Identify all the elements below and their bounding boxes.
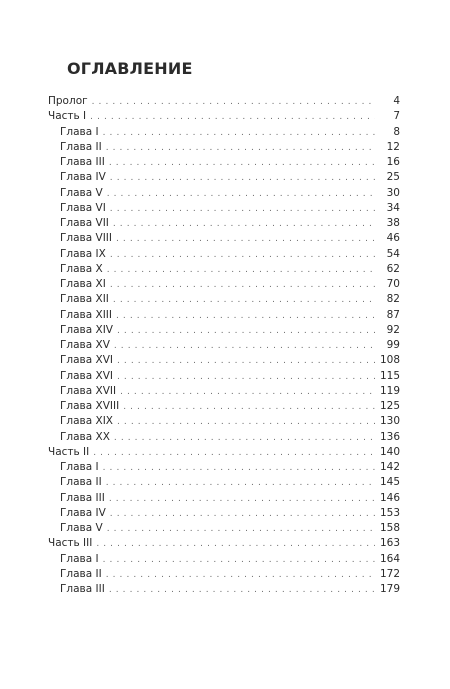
toc-chapter-entry bbox=[48, 582, 400, 597]
toc-dot-leader bbox=[120, 385, 375, 400]
toc-entry-page-number: 164 bbox=[379, 552, 400, 565]
toc-entry-page-number: 140 bbox=[379, 445, 400, 458]
toc-entry-page-number: 62 bbox=[386, 262, 400, 275]
toc-entry-page-number: 46 bbox=[386, 232, 400, 245]
toc-chapter-entry bbox=[48, 247, 400, 262]
toc-entry-page-number: 8 bbox=[393, 125, 400, 138]
toc-chapter-entry bbox=[48, 216, 400, 231]
toc-dot-leader bbox=[110, 202, 375, 217]
toc-entry-page-number: 179 bbox=[379, 583, 400, 595]
toc-chapter-entry bbox=[48, 323, 400, 338]
toc-chapter-entry bbox=[48, 170, 400, 185]
toc-entry-label: Часть III bbox=[48, 537, 93, 550]
toc-entry-page-number: 92 bbox=[386, 323, 400, 336]
toc-part-entry bbox=[48, 536, 400, 551]
toc-entry-label: Часть I bbox=[48, 110, 87, 123]
toc-entry-page-number: 16 bbox=[386, 156, 400, 168]
toc-entry-page-number: 87 bbox=[386, 308, 400, 321]
toc-entry-page-number: 153 bbox=[379, 506, 400, 519]
toc-entry-label: Глава V bbox=[60, 186, 103, 199]
toc-entry-page-number: 136 bbox=[379, 430, 400, 443]
toc-entry-label: Глава II bbox=[60, 476, 102, 489]
toc-entry-label: Глава V bbox=[60, 522, 103, 534]
toc-dot-leader bbox=[117, 415, 375, 430]
toc-chapter-entry bbox=[48, 186, 400, 201]
toc-entry-label: Глава I bbox=[60, 125, 99, 138]
toc-dot-leader bbox=[110, 248, 375, 263]
toc-chapter-entry bbox=[48, 399, 400, 414]
toc-entry-label: Часть II bbox=[48, 445, 90, 458]
toc-dot-leader bbox=[96, 537, 375, 552]
toc-chapter-entry bbox=[48, 369, 400, 384]
toc-chapter-entry bbox=[48, 567, 400, 582]
toc-dot-leader bbox=[114, 431, 375, 446]
toc-chapter-entry bbox=[48, 201, 400, 216]
toc-entry-page-number: 108 bbox=[379, 354, 400, 367]
toc-entry-label: Глава IV bbox=[60, 506, 106, 519]
toc-dot-leader bbox=[103, 461, 375, 476]
toc-entry-page-number: 4 bbox=[393, 95, 400, 107]
toc-chapter-entry bbox=[48, 414, 400, 429]
toc-chapter-entry bbox=[48, 521, 400, 536]
toc-entry-label: Глава XV bbox=[60, 339, 110, 351]
toc-entry-page-number: 125 bbox=[379, 400, 400, 412]
page-title: ОГЛАВЛЕНИЕ bbox=[67, 59, 193, 78]
toc-dot-leader bbox=[107, 522, 375, 537]
toc-chapter-entry bbox=[48, 155, 400, 170]
toc-entry-label: Глава XX bbox=[60, 430, 110, 443]
toc-dot-leader bbox=[113, 293, 375, 308]
toc-entry-label: Глава II bbox=[60, 567, 102, 580]
toc-entry-page-number: 130 bbox=[379, 415, 400, 428]
toc-dot-leader bbox=[113, 217, 375, 232]
toc-entry-page-number: 54 bbox=[386, 247, 400, 260]
toc-dot-leader bbox=[117, 324, 375, 339]
toc-chapter-entry bbox=[48, 552, 400, 567]
toc-entry-label: Глава XIX bbox=[60, 415, 113, 428]
toc-entry-page-number: 99 bbox=[386, 339, 400, 351]
toc-entry-page-number: 119 bbox=[379, 384, 400, 397]
toc-entry-label: Глава VIII bbox=[60, 232, 112, 245]
toc-entry-page-number: 25 bbox=[386, 171, 400, 184]
toc-chapter-entry bbox=[48, 430, 400, 445]
toc-entry-label: Глава IX bbox=[60, 247, 106, 260]
toc-entry-page-number: 158 bbox=[379, 522, 400, 534]
toc-entry-label: Глава III bbox=[60, 156, 105, 168]
toc-entry-label: Глава IV bbox=[60, 171, 106, 184]
toc-entry-label: Глава VI bbox=[60, 201, 106, 214]
toc-chapter-entry bbox=[48, 140, 400, 155]
toc-entry-page-number: 142 bbox=[379, 461, 400, 473]
toc-entry-label: Глава XI bbox=[60, 278, 106, 290]
toc-chapter-entry bbox=[48, 292, 400, 307]
toc-entry-label: Глава XIV bbox=[60, 323, 113, 336]
toc-entry-page-number: 30 bbox=[386, 186, 400, 199]
toc-dot-leader bbox=[106, 476, 375, 491]
toc-entry-label: Пролог bbox=[48, 95, 88, 107]
toc-chapter-entry bbox=[48, 262, 400, 277]
toc-entry-label: Глава III bbox=[60, 491, 105, 504]
toc-dot-leader bbox=[92, 95, 375, 110]
toc-dot-leader bbox=[93, 446, 375, 461]
toc-chapter-entry bbox=[48, 353, 400, 368]
toc-entry-label: Глава X bbox=[60, 262, 103, 275]
toc-entry-label: Глава XVII bbox=[60, 384, 117, 397]
toc-entry-page-number: 145 bbox=[379, 476, 400, 489]
toc-entry-page-number: 82 bbox=[386, 293, 400, 306]
toc-dot-leader bbox=[114, 339, 375, 354]
toc-dot-leader bbox=[117, 354, 375, 369]
toc-dot-leader bbox=[110, 507, 375, 522]
toc-chapter-entry bbox=[48, 506, 400, 521]
toc-dot-leader bbox=[109, 156, 375, 171]
toc-entry-label: Глава I bbox=[60, 461, 99, 473]
toc-chapter-entry bbox=[48, 460, 400, 475]
table-of-contents bbox=[48, 94, 400, 597]
toc-entry-label: Глава I bbox=[60, 552, 99, 565]
toc-chapter-entry bbox=[48, 475, 400, 490]
toc-entry-page-number: 163 bbox=[379, 537, 400, 550]
toc-dot-leader bbox=[110, 171, 375, 186]
toc-chapter-entry bbox=[48, 125, 400, 140]
toc-chapter-entry bbox=[48, 338, 400, 353]
toc-dot-leader bbox=[110, 278, 375, 293]
toc-entry-label: Глава II bbox=[60, 140, 102, 153]
toc-entry-page-number: 38 bbox=[386, 217, 400, 229]
toc-chapter-entry bbox=[48, 277, 400, 292]
toc-dot-leader bbox=[106, 568, 375, 583]
toc-dot-leader bbox=[116, 232, 375, 247]
toc-entry-label: Глава XIII bbox=[60, 308, 112, 321]
toc-part-entry bbox=[48, 445, 400, 460]
toc-entry-label: Глава VII bbox=[60, 217, 109, 229]
toc-dot-leader bbox=[106, 141, 375, 156]
toc-chapter-entry bbox=[48, 308, 400, 323]
toc-dot-leader bbox=[103, 126, 375, 141]
toc-entry-page-number: 34 bbox=[386, 201, 400, 214]
toc-entry-page-number: 7 bbox=[393, 110, 400, 123]
toc-entry-label: Глава XVI bbox=[60, 354, 113, 367]
toc-entry-page-number: 12 bbox=[386, 140, 400, 153]
toc-entry-label: Глава XII bbox=[60, 293, 109, 306]
toc-dot-leader bbox=[90, 110, 375, 125]
toc-part-entry bbox=[48, 109, 400, 124]
toc-entry-page-number: 172 bbox=[379, 567, 400, 580]
toc-dot-leader bbox=[103, 553, 375, 568]
toc-entry-label: Глава III bbox=[60, 583, 105, 595]
toc-chapter-entry bbox=[48, 231, 400, 246]
toc-dot-leader bbox=[107, 187, 375, 202]
toc-dot-leader bbox=[116, 309, 375, 324]
toc-dot-leader bbox=[109, 583, 375, 598]
toc-part-entry bbox=[48, 94, 400, 109]
toc-chapter-entry bbox=[48, 491, 400, 506]
toc-entry-page-number: 115 bbox=[379, 369, 400, 382]
toc-dot-leader bbox=[123, 400, 375, 415]
toc-dot-leader bbox=[117, 370, 375, 385]
toc-entry-page-number: 146 bbox=[379, 491, 400, 504]
toc-entry-page-number: 70 bbox=[386, 278, 400, 290]
toc-chapter-entry bbox=[48, 384, 400, 399]
toc-entry-label: Глава XVI bbox=[60, 369, 113, 382]
toc-entry-label: Глава XVIII bbox=[60, 400, 120, 412]
toc-dot-leader bbox=[107, 263, 375, 278]
toc-dot-leader bbox=[109, 492, 375, 507]
